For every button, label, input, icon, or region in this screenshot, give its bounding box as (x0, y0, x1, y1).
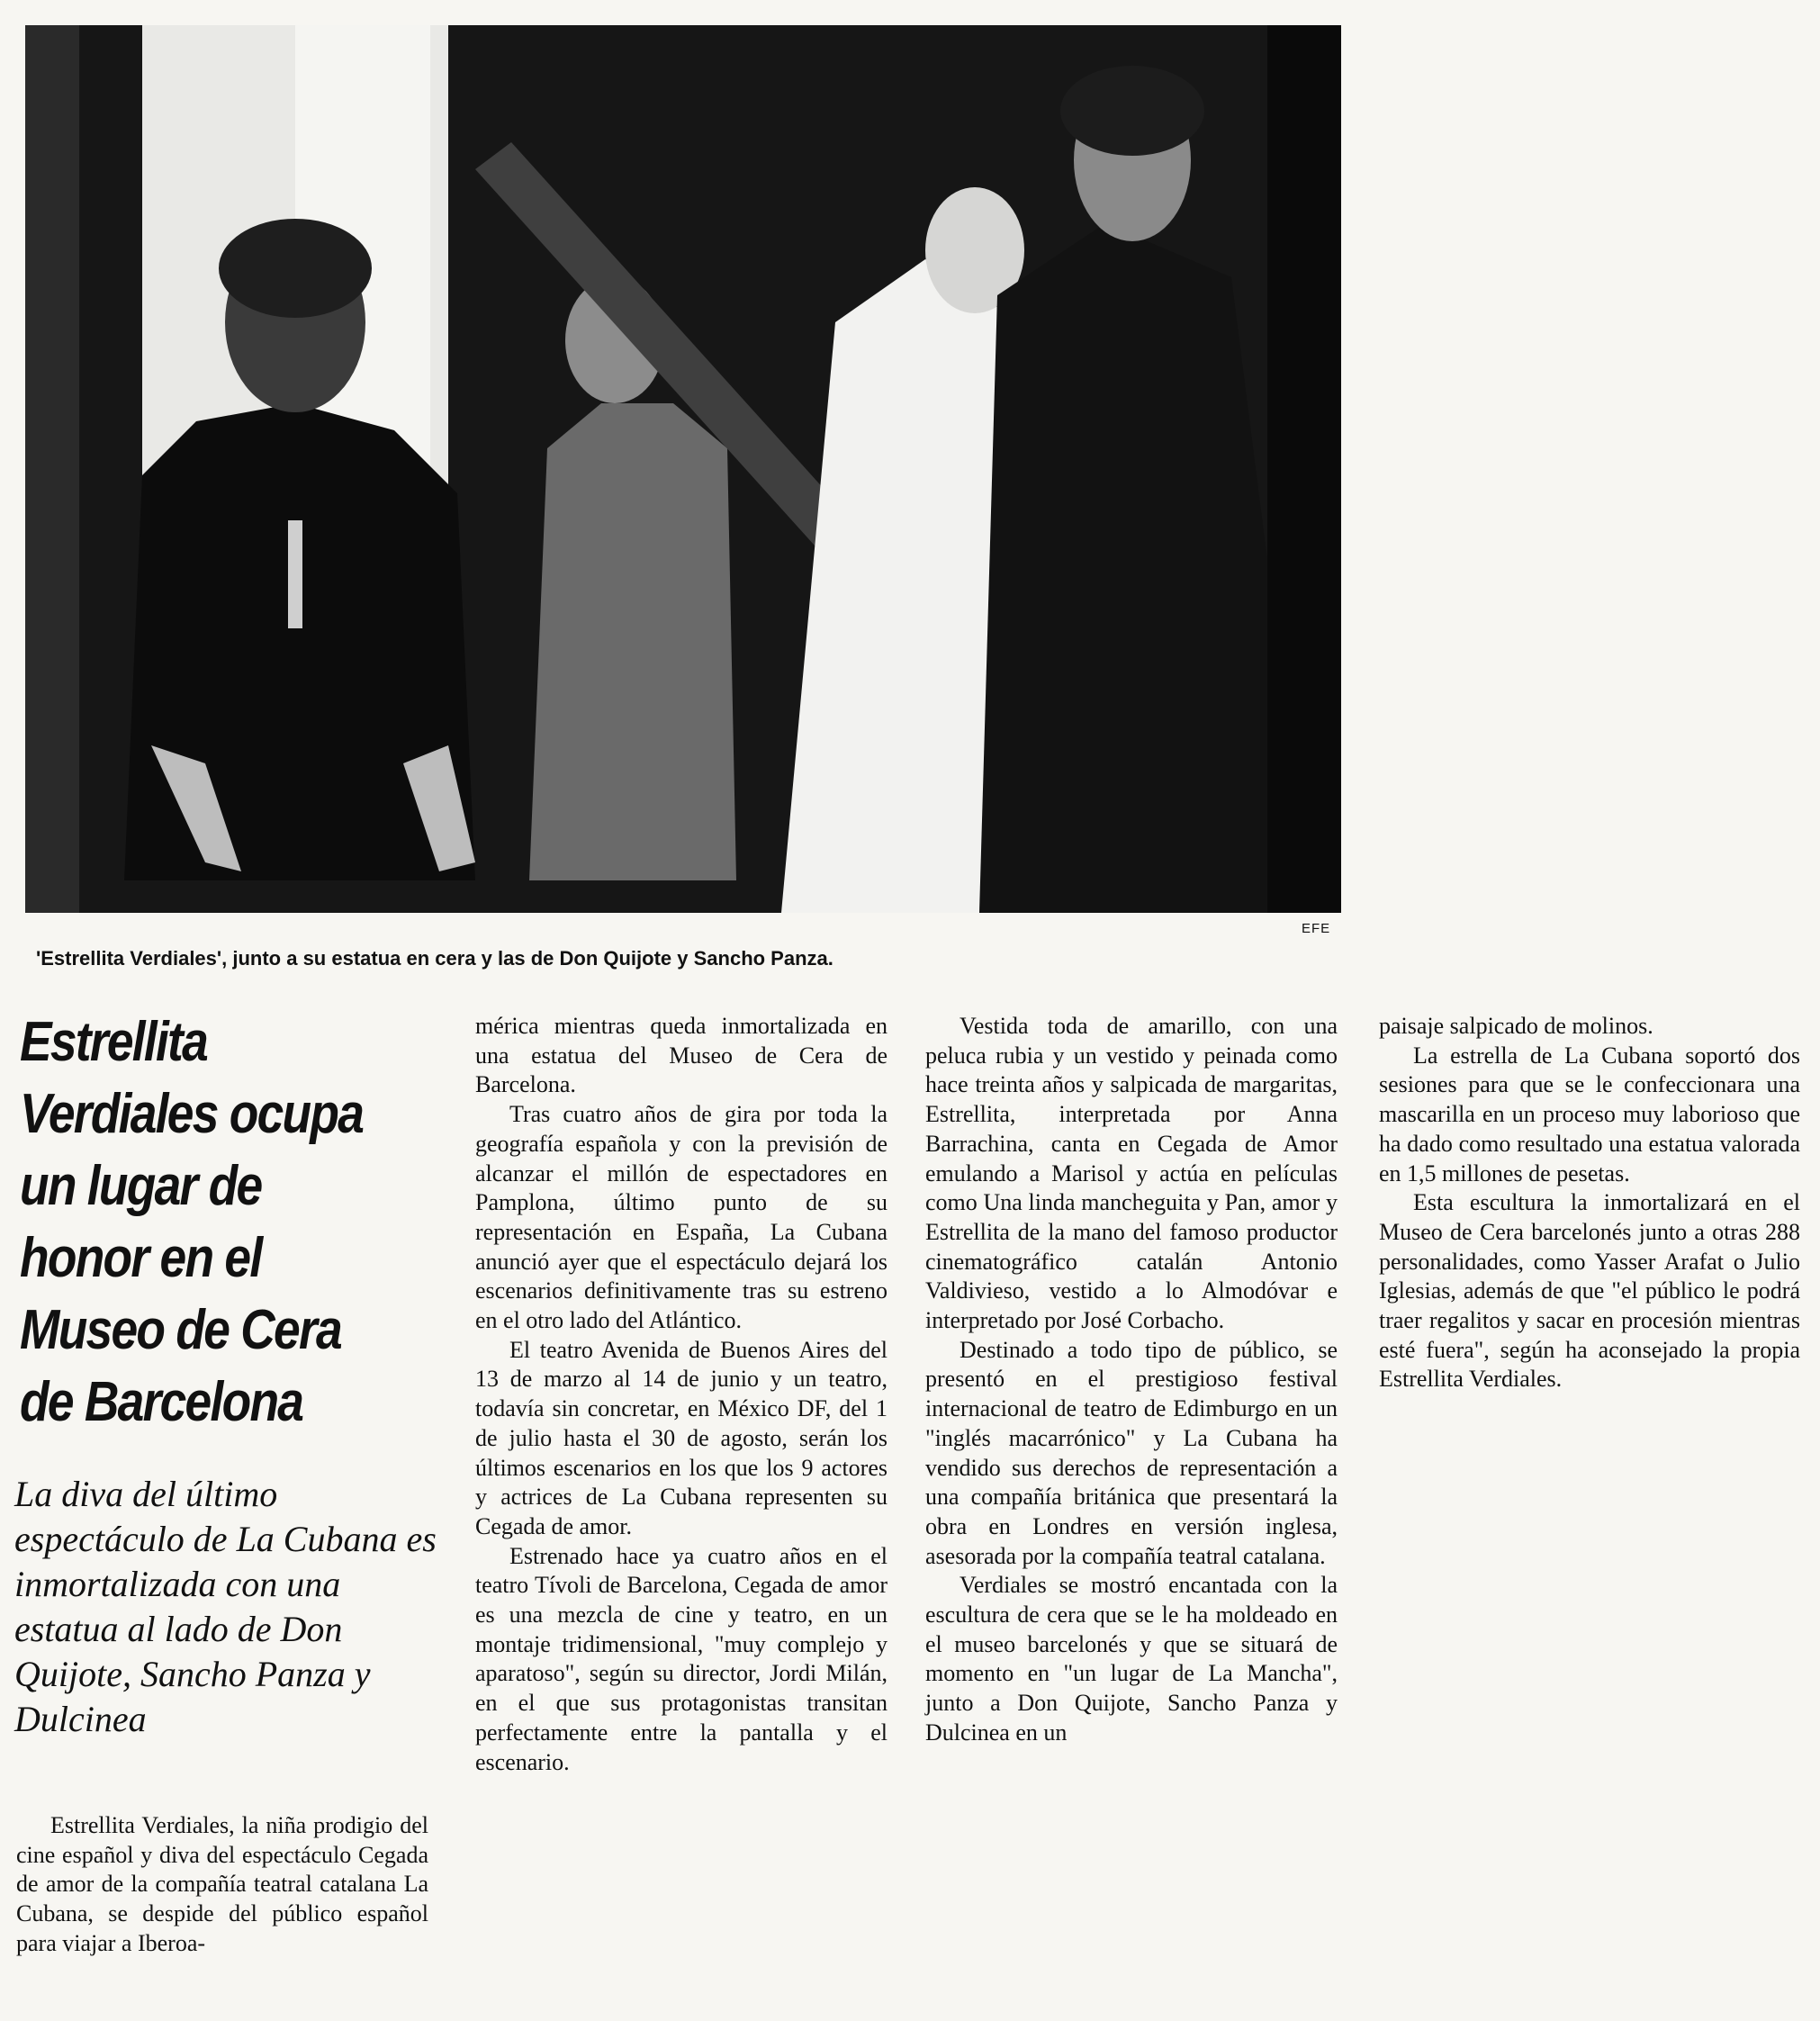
article-column-2 (475, 1012, 887, 1777)
paragraph: Tras cuatro años de gira por toda la geografía española y con la previsión de alcanzar el millón de espectadores en Pamplona, último punto de su representación en España, La Cubana anunció ayer que el espectáculo dejará los escenarios definitivamente tras su estreno en el otro lado del Atlántico. (475, 1101, 887, 1334)
paragraph: Estrellita Verdiales, la niña prodigio del cine español y diva del espectáculo Cegada de amor de la compañía teatral catalana La Cubana, se despide del público español para viajar a Iberoa- (16, 1812, 428, 1956)
paragraph: Esta escultura la inmortalizará en el Museo de Cera barcelonés junto a otras 288 personalidades, como Yasser Arafat o Julio Iglesias, además de que "el público le podrá traer regalitos y sacar en procesión mientras esté fuera", según ha aconsejado la propia Estrellita Verdiales. (1379, 1189, 1800, 1393)
article-column-1 (16, 1811, 428, 1959)
photo-caption: 'Estrellita Verdiales', junto a su estatua en cera y las de Don Quijote y Sancho Panza. (36, 947, 833, 970)
paragraph: mérica mientras queda inmortalizada en una estatua del Museo de Cera de Barcelona. (475, 1013, 887, 1098)
subheadline: La diva del último espectáculo de La Cubana es inmortalizada con una estatua al lado de Don Quijote, Sancho Panza y Dulcinea (14, 1474, 437, 1739)
headline: Estrellita Verdiales ocupa un lugar de honor en el Museo de Cera de Barcelona (20, 1011, 364, 1433)
paragraph: Vestida toda de amarillo, con una peluca rubia y un vestido y peinada como hace treinta años y salpicada de margaritas, Estrellita, interpretada por Anna Barrachina, canta en Cegada de Amor emulando a Marisol y actúa en películas como Una linda mancheguita y Pan, amor y Estrellita de la mano del famoso productor cinematográfico catalán Antonio Valdivieso, vestido a lo Almodóvar e interpretado por José Corbacho. (925, 1013, 1338, 1334)
photo-credit: EFE (1302, 921, 1331, 936)
paragraph: paisaje salpicado de molinos. (1379, 1013, 1653, 1039)
article-column-3 (925, 1012, 1338, 1748)
paragraph: Destinado a todo tipo de público, se presentó en el prestigioso festival internacional de teatro de Edimburgo en un "inglés macarrónico" y La Cubana ha vendido sus derechos de representación a una compañía británica que presentará la obra en Londres en versión inglesa, asesorada por la compañía teatral catalana. (925, 1336, 1338, 1569)
paragraph: Verdiales se mostró encantada con la escultura de cera que se le ha moldeado en el museo barcelonés y que se situará de momento en "un lugar de La Mancha", junto a Don Quijote, Sancho Panza y Dulcinea en un (925, 1572, 1338, 1746)
wax-figures-photo (25, 25, 1341, 913)
paragraph: La estrella de La Cubana soportó dos sesiones para que se le confeccionara una mascarilla en un proceso muy laborioso que ha dado como resultado una estatua valorada en 1,5 millones de pesetas. (1379, 1042, 1800, 1186)
paragraph: El teatro Avenida de Buenos Aires del 13 de marzo al 14 de junio y un teatro, todavía sin concretar, en México DF, del 1 de julio hasta el 30 de agosto, serán los últimos escenarios en los que los 9 actores y actrices de La Cubana representen su Cegada de amor. (475, 1336, 887, 1539)
paragraph: Estrenado hace ya cuatro años en el teatro Tívoli de Barcelona, Cegada de amor es una mezcla de cine y teatro, en un montaje tridimensional, "muy complejo y aparatoso", según su director, Jordi Milán, en el que sus protagonistas transitan perfectamente entre la pantalla y el escenario. (475, 1542, 887, 1775)
article-photo (25, 25, 1341, 913)
article-column-4 (1379, 1012, 1800, 1394)
